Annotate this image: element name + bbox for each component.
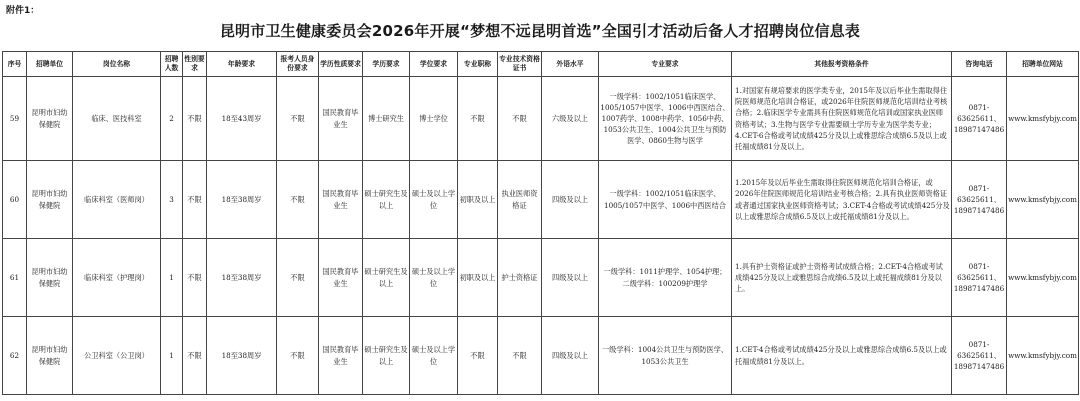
cell-position: 临床科室（医师岗） xyxy=(73,161,161,239)
cell-gender: 不限 xyxy=(183,239,207,317)
cell-edu-nature: 国民教育毕业生 xyxy=(319,77,363,161)
cell-site[interactable]: www.kmsfybjy.com xyxy=(1007,239,1079,317)
cell-major: 一级学科：1011护理学、1054护理；二级学科：100209护理学 xyxy=(599,239,732,317)
cell-title: 初职及以上 xyxy=(458,239,498,317)
header-age: 年龄要求 xyxy=(207,52,277,77)
cell-identity: 不限 xyxy=(277,161,319,239)
cell-lang: 四级及以上 xyxy=(542,161,599,239)
cell-title: 初职及以上 xyxy=(458,161,498,239)
cell-title: 不限 xyxy=(458,77,498,161)
cell-identity: 不限 xyxy=(277,317,319,395)
header-other: 其他报考资格条件 xyxy=(732,52,952,77)
cell-unit: 昆明市妇幼保健院 xyxy=(27,317,73,395)
cell-major: 一级学科：1002/1051临床医学、1005/1057中医学、1006中西医结合 xyxy=(599,161,732,239)
page-title: 昆明市卫生健康委员会2026年开展“梦想不远昆明首选”全国引才活动后备人才招聘岗位信息表 xyxy=(219,22,861,40)
cell-gender: 不限 xyxy=(183,77,207,161)
header-edu: 学历要求 xyxy=(363,52,410,77)
cell-site[interactable]: www.kmsfybjy.com xyxy=(1007,77,1079,161)
cell-other: 1.2015年及以后毕业生需取得住院医师规范化培训合格证，或2026年住院医师规范化培训结业考核合格；2.具有执业医师资格证或者通过国家执业医师资格考试；3.CET-4合格或考试成绩425分及以上或雅思综合成绩6.5及以上或托福成绩81分及以上。 xyxy=(732,161,952,239)
cell-phone: 0871-63625611、18987147486 xyxy=(952,317,1007,395)
cell-site[interactable]: www.kmsfybjy.com xyxy=(1007,317,1079,395)
cell-seq: 62 xyxy=(3,317,27,395)
table-row xyxy=(3,239,1079,317)
header-title: 专业职称 xyxy=(458,52,498,77)
cell-unit: 昆明市妇幼保健院 xyxy=(27,161,73,239)
cell-age: 18至43周岁 xyxy=(207,77,277,161)
cell-other: 1.具有护士资格证或护士资格考试成绩合格；2.CET-4合格或考试成绩425分及以上或雅思综合成绩6.5及以上或托福成绩81分及以上。 xyxy=(732,239,952,317)
header-degree: 学位要求 xyxy=(410,52,458,77)
cell-seq: 59 xyxy=(3,77,27,161)
cell-edu-nature: 国民教育毕业生 xyxy=(319,239,363,317)
cell-phone: 0871-63625611、18987147486 xyxy=(952,161,1007,239)
cell-other: 1.CET-4合格或考试成绩425分及以上或雅思综合成绩6.5及以上或托福成绩81分及以上。 xyxy=(732,317,952,395)
cell-position: 临床科室（护理岗） xyxy=(73,239,161,317)
cell-degree: 博士学位 xyxy=(410,77,458,161)
header-edu-nature: 学历性质要求 xyxy=(319,52,363,77)
cell-position: 公卫科室（公卫岗） xyxy=(73,317,161,395)
header-phone: 咨询电话 xyxy=(952,52,1007,77)
cell-degree: 硕士及以上学位 xyxy=(410,161,458,239)
header-gender: 性别要求 xyxy=(183,52,207,77)
cell-cert: 不限 xyxy=(498,77,542,161)
cell-identity: 不限 xyxy=(277,77,319,161)
header-count: 招聘人数 xyxy=(161,52,183,77)
cell-edu: 博士研究生 xyxy=(363,77,410,161)
cell-degree: 硕士及以上学位 xyxy=(410,239,458,317)
cell-position: 临床、医技科室 xyxy=(73,77,161,161)
cell-title: 不限 xyxy=(458,317,498,395)
cell-count: 2 xyxy=(161,77,183,161)
cell-seq: 61 xyxy=(3,239,27,317)
cell-age: 18至38周岁 xyxy=(207,161,277,239)
cell-gender: 不限 xyxy=(183,317,207,395)
cell-lang: 四级及以上 xyxy=(542,317,599,395)
cell-edu: 硕士研究生及以上 xyxy=(363,161,410,239)
cell-cert: 护士资格证 xyxy=(498,239,542,317)
cell-age: 18至38周岁 xyxy=(207,317,277,395)
cell-degree: 硕士及以上学位 xyxy=(410,317,458,395)
cell-cert: 执业医师资格证 xyxy=(498,161,542,239)
header-unit: 招聘单位 xyxy=(27,52,73,77)
cell-edu-nature: 国民教育毕业生 xyxy=(319,161,363,239)
table-row xyxy=(3,77,1079,161)
header-position: 岗位名称 xyxy=(73,52,161,77)
header-identity: 报考人员身份要求 xyxy=(277,52,319,77)
cell-age: 18至38周岁 xyxy=(207,239,277,317)
cell-count: 3 xyxy=(161,161,183,239)
header-lang: 外语水平 xyxy=(542,52,599,77)
header-row xyxy=(3,52,1079,77)
cell-count: 1 xyxy=(161,239,183,317)
cell-unit: 昆明市妇幼保健院 xyxy=(27,239,73,317)
header-site: 招聘单位网站 xyxy=(1007,52,1079,77)
header-cert: 专业技术资格证书 xyxy=(498,52,542,77)
cell-count: 1 xyxy=(161,317,183,395)
recruitment-table xyxy=(2,51,1079,395)
cell-site[interactable]: www.kmsfybjy.com xyxy=(1007,161,1079,239)
cell-major: 一级学科：1004公共卫生与预防医学、1053公共卫生 xyxy=(599,317,732,395)
cell-cert: 不限 xyxy=(498,317,542,395)
cell-identity: 不限 xyxy=(277,239,319,317)
table-row xyxy=(3,317,1079,395)
cell-edu-nature: 国民教育毕业生 xyxy=(319,317,363,395)
cell-major: 一级学科：1002/1051临床医学、1005/1057中医学、1006中西医结合、1007药学、1008中药学、1056中药、1053公共卫生、1004公共卫生与预防医学、0860生物与医学 xyxy=(599,77,732,161)
header-seq: 序号 xyxy=(3,52,27,77)
cell-lang: 四级及以上 xyxy=(542,239,599,317)
cell-phone: 0871-63625611、18987147486 xyxy=(952,239,1007,317)
cell-lang: 六级及以上 xyxy=(542,77,599,161)
cell-unit: 昆明市妇幼保健院 xyxy=(27,77,73,161)
attachment-label: 附件1： xyxy=(6,6,40,16)
table-row xyxy=(3,161,1079,239)
header-major: 专业要求 xyxy=(599,52,732,77)
cell-edu: 硕士研究生及以上 xyxy=(363,317,410,395)
cell-phone: 0871-63625611、18987147486 xyxy=(952,77,1007,161)
cell-other: 1.对国家有规培要求的医学类专业，2015年及以后毕业生需取得住院医师规范化培训合格证，或2026年住院医师规范化培训结业考核合格；2.临床医学专业需具有住院医师规范化培训或国家执业医师资格考试；3.生物与医学专业需要硕士学历专业为医学类专业；4.CET-6合格或考试成绩425分及以上或雅思综合成绩6.5及以上或托福成绩81分及以上。 xyxy=(732,77,952,161)
cell-edu: 硕士研究生及以上 xyxy=(363,239,410,317)
cell-gender: 不限 xyxy=(183,161,207,239)
cell-seq: 60 xyxy=(3,161,27,239)
